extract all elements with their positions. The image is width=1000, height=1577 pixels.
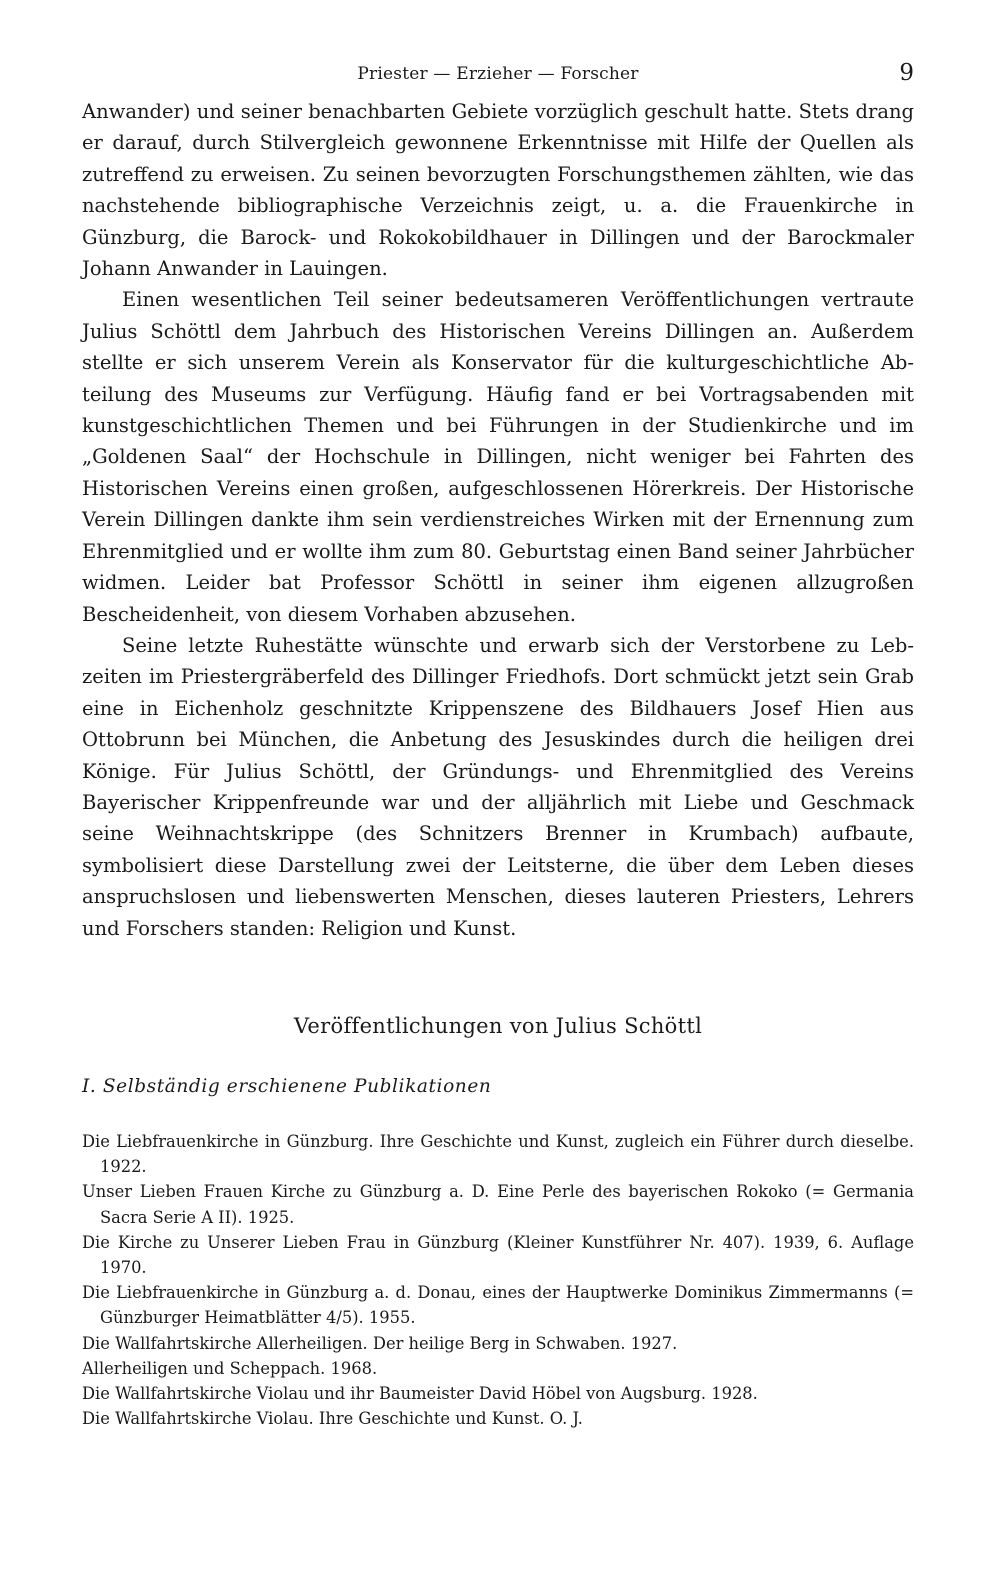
- bibliography-entry: Die Liebfrauenkirche in Günzburg. Ihre Geschichte und Kunst, zugleich ein Führer durch dieselbe. 1922.: [82, 1131, 914, 1177]
- running-title: Priester — Erzieher — Forscher: [357, 64, 639, 84]
- section-heading: Veröffentlichungen von Julius Schöttl: [293, 1013, 703, 1038]
- running-header: [82, 60, 914, 96]
- bibliography-entry: Die Wallfahrtskirche Violau. Ihre Geschichte und Kunst. O. J.: [82, 1409, 583, 1429]
- bibliography-list: [82, 1129, 914, 1431]
- bibliography-entry: Unser Lieben Frauen Kirche zu Günzburg a. D. Eine Perle des bayerischen Rokoko (= Germania Sacra Serie A II). 1925.: [82, 1182, 914, 1227]
- page-number: 9: [899, 60, 914, 86]
- bibliography-entry: Die Wallfahrtskirche Violau und ihr Baumeister David Höbel von Augsburg. 1928.: [82, 1384, 758, 1403]
- body-text: [82, 96, 914, 944]
- paragraph-3: Seine letzte Ruhestätte wünschte und erwarb sich der Verstorbene zu Lebzeiten im Priestergräberfeld des Dillinger Friedhofs. Dort schmückt jetzt sein Grab eine in Eichenholz geschnitzte Krippenszene des Bildhauers Josef Hien aus Ottobrunn bei München, die Anbetung des Jesuskindes durch die heiligen drei Könige. Für Julius Schöttl, der Gründungs- und Ehrenmitglied des Vereins Bayerischer Krippenfreunde war und der alljährlich mit Liebe und Geschmack seine Weihnachtskrippe (des Schnitzers Brenner in Krumbach) aufbaute, symbolisiert diese Darstellung zwei der Leitsterne, die über dem Leben dieses anspruchslosen und liebenswerten Menschen, dieses lauteren Priesters, Lehrers und Forschers standen: Religion und Kunst.: [82, 633, 914, 940]
- bibliography-entry: Die Liebfrauenkirche in Günzburg a. d. Donau, eines der Hauptwerke Dominikus Zimmermanns (= Günzburger Heimatblätter 4/5). 1955.: [82, 1283, 914, 1328]
- paragraph-2: Einen wesentlichen Teil seiner bedeutsameren Veröffentlichungen vertraute Julius Schöttl dem Jahrbuch des Historischen Vereins Dillingen an. Außerdem stellte er sich unserem Verein als Konservator für die kulturgeschichtliche Abteilung des Museums zur Verfügung. Häufig fand er bei Vortragsabenden mit kunstgeschichtlichen Themen und bei Führungen in der Studienkirche und im „Goldenen Saal“ der Hochschule in Dillingen, nicht weniger bei Fahrten des Historischen Vereins einen großen, aufgeschlossenen Hörerkreis. Der Historische Verein Dillingen dankte ihm sein verdienstreiches Wirken mit der Ernennung zum Ehrenmitglied und er wollte ihm zum 80. Geburtstag einen Band seiner Jahrbücher widmen. Leider bat Professor Schöttl in seiner ihm eigenen allzugroßen Bescheidenheit, von diesem Vorhaben abzusehen.: [82, 288, 914, 626]
- section-subheading: I. Selbständig erschienene Publikationen: [82, 1075, 492, 1097]
- bibliography-entry: Die Wallfahrtskirche Allerheiligen. Der heilige Berg in Schwaben. 1927.: [82, 1333, 678, 1353]
- paragraph-1: Anwander) und seiner benachbarten Gebiete vorzüglich geschult hatte. Stets drang er darauf, durch Stilvergleich gewonnene Erkenntnisse mit Hilfe der Quellen als zutreffend zu erweisen. Zu seinen bevorzugten Forschungsthemen zählten, wie das nachstehende bibliographische Verzeichnis zeigt, u. a. die Frauenkirche in Günzburg, die Barock- und Rokokobildhauer in Dillingen und der Barockmaler Johann Anwander in Lauingen.: [82, 100, 914, 281]
- bibliography-entry: Die Kirche zu Unserer Lieben Frau in Günzburg (Kleiner Kunstführer Nr. 407). 1939, 6. Auflage 1970.: [82, 1232, 914, 1277]
- bibliography-entry: Allerheiligen und Scheppach. 1968.: [82, 1358, 378, 1378]
- book-page: [82, 60, 914, 1431]
